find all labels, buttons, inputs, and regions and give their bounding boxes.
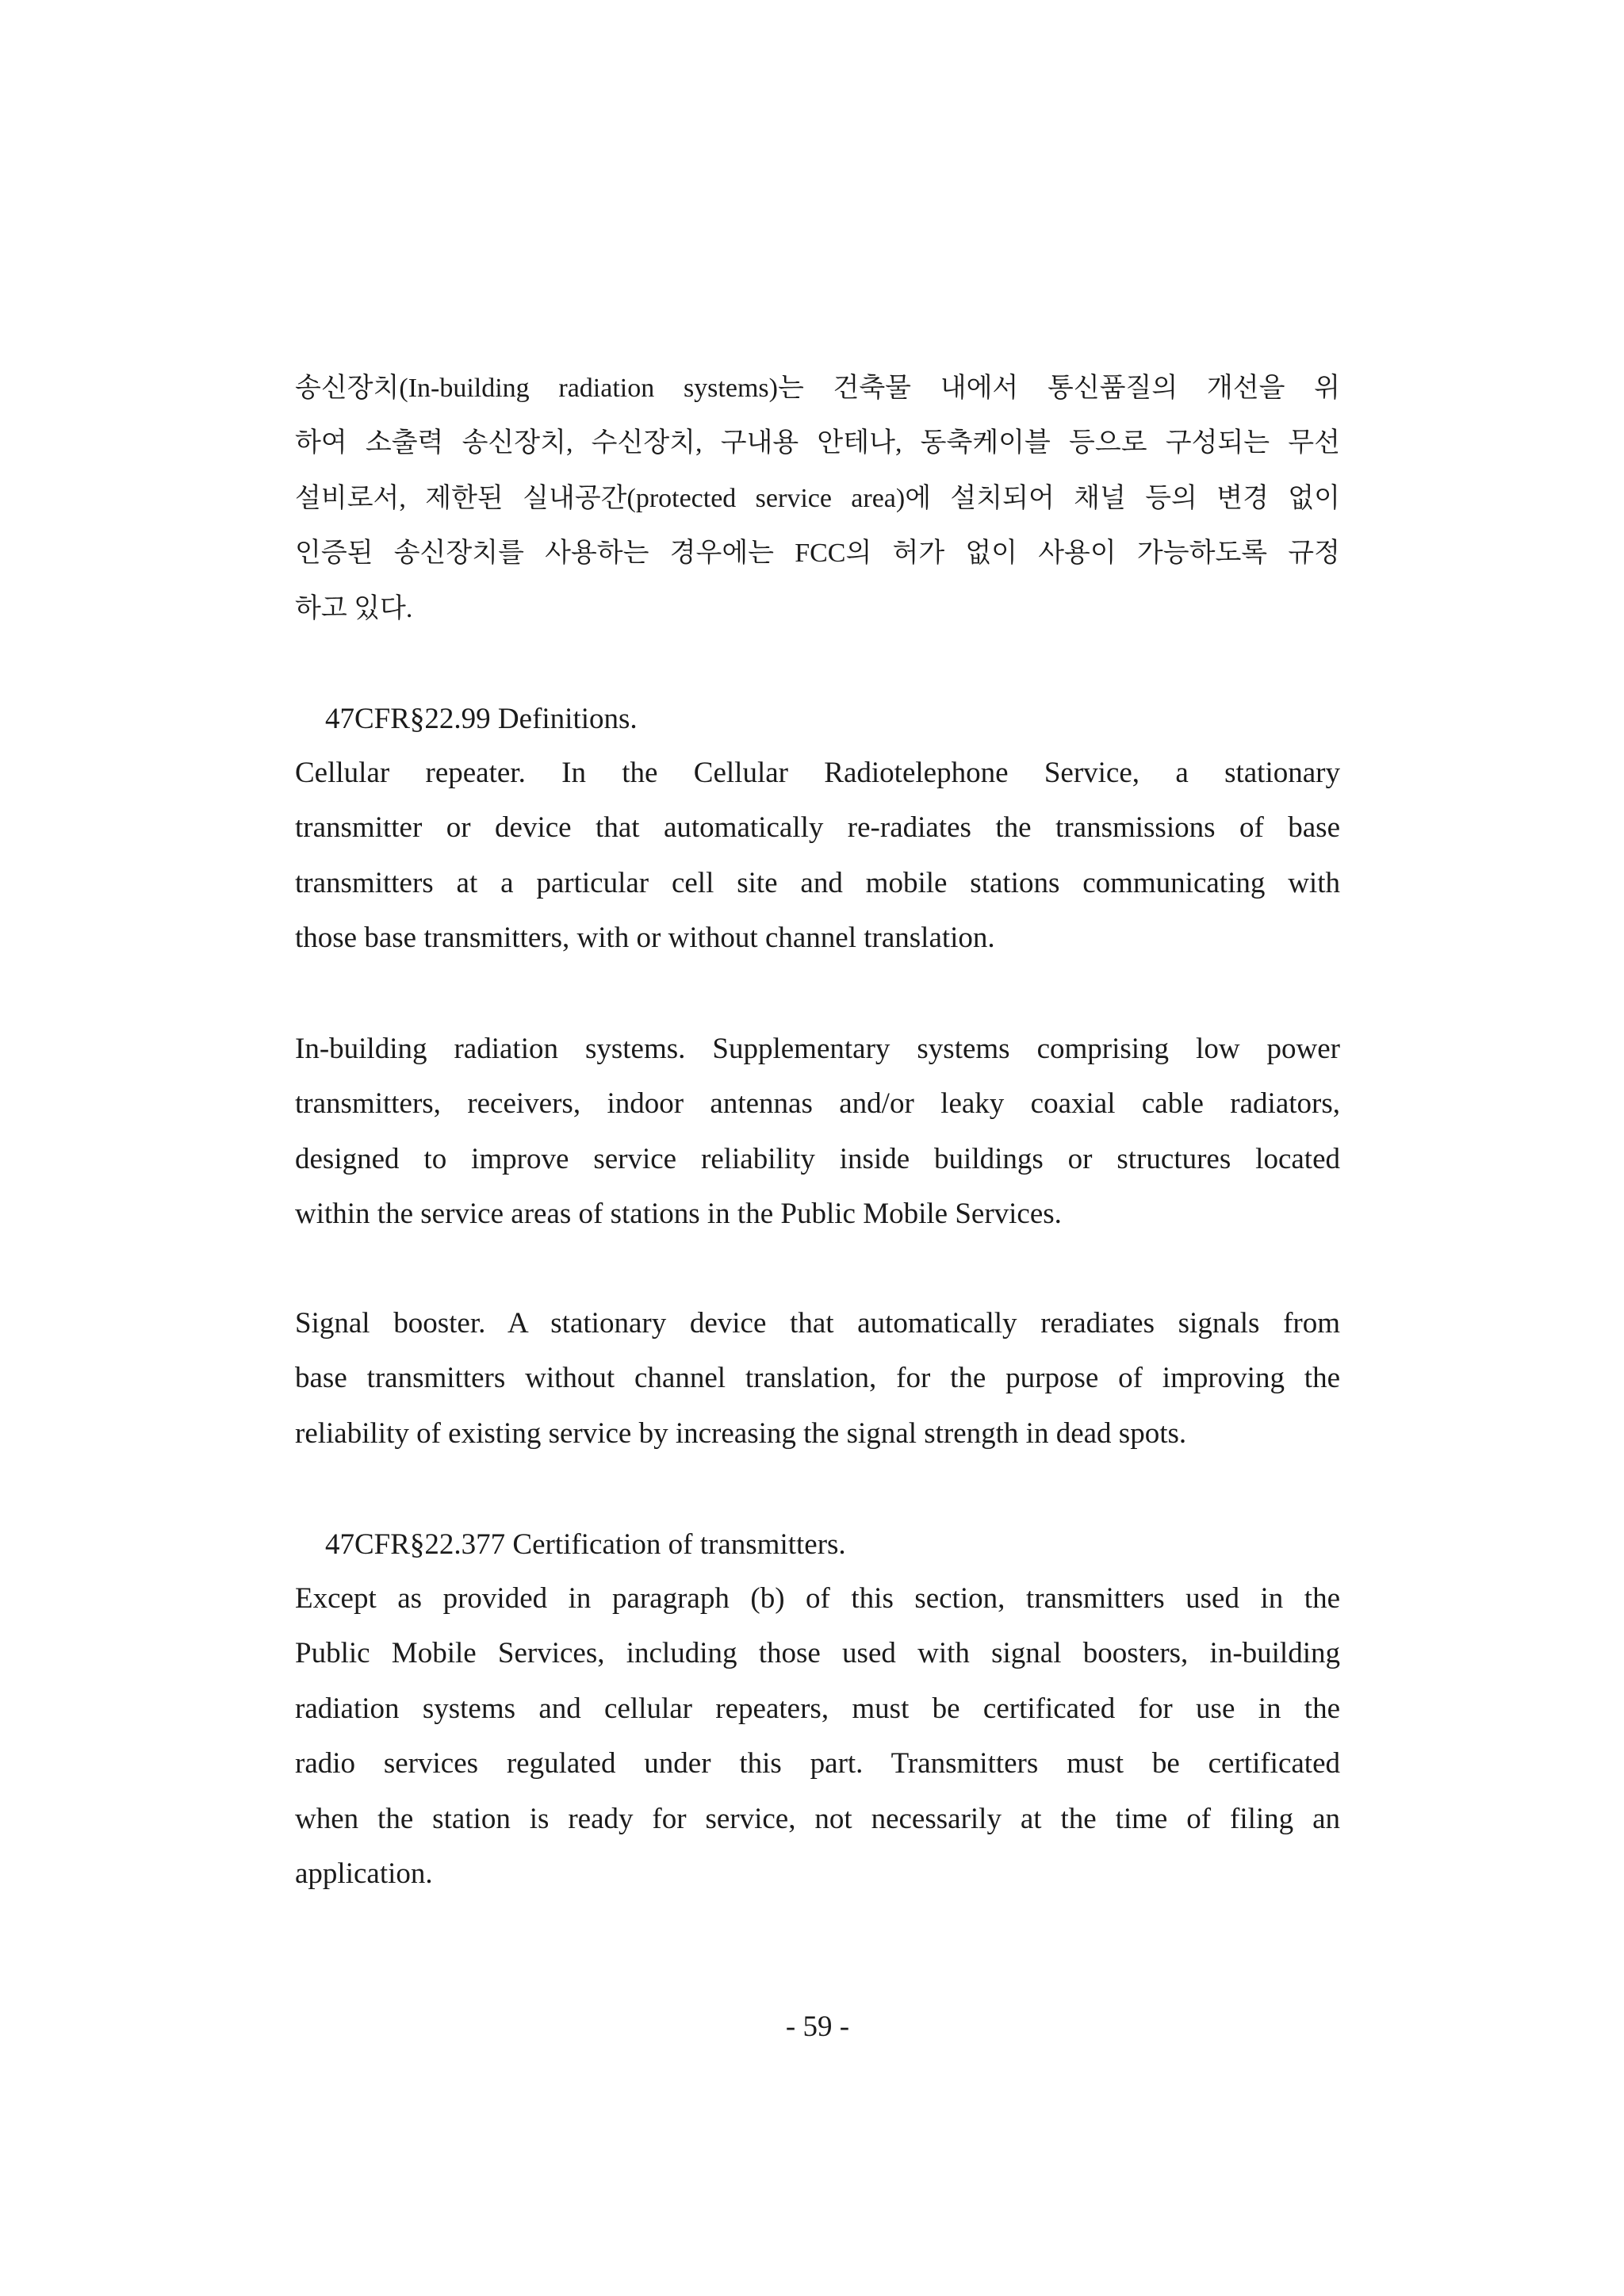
- definition-in-building-radiation-systems: [295, 1022, 1340, 1242]
- text-line: 설비로서, 제한된 실내공간(protected service area)에 설치되어 채널 등의 변경 없이: [295, 483, 1340, 513]
- text-line: when the station is ready for service, not necessarily at the time of filing an: [295, 1802, 1340, 1835]
- text-line: Public Mobile Services, including those used with signal boosters, in-building: [295, 1637, 1340, 1670]
- text-line: those base transmitters, with or without channel translation.: [295, 922, 995, 955]
- text-line: 인증된 송신장치를 사용하는 경우에는 FCC의 허가 없이 사용이 가능하도록 규정: [295, 539, 1340, 569]
- certification-paragraph: [295, 1571, 1340, 1901]
- text-line: 하고 있다.: [295, 593, 413, 623]
- text-line: 송신장치(In-building radiation systems)는 건축물 내에서 통신품질의 개선을 위: [295, 374, 1340, 403]
- text-line: Signal booster. A stationary device that automatically reradiates signals from: [295, 1307, 1340, 1340]
- text-line: transmitters at a particular cell site and mobile stations communicating with: [295, 866, 1340, 899]
- text-line: transmitter or device that automatically re-radiates the transmissions of base: [295, 811, 1340, 845]
- page-number: - 59 -: [785, 2010, 850, 2043]
- text-line: transmitters, receivers, indoor antennas and/or leaky coaxial cable radiators,: [295, 1087, 1340, 1121]
- section-heading: 47CFR§22.377 Certification of transmitters.: [325, 1528, 846, 1561]
- text-line: reliability of existing service by increasing the signal strength in dead spots.: [295, 1416, 1187, 1450]
- intro-paragraph: [295, 361, 1340, 636]
- text-line: designed to improve service reliability inside buildings or structures located: [295, 1142, 1340, 1175]
- text-line: In-building radiation systems. Supplementary systems comprising low power: [295, 1033, 1340, 1065]
- definition-signal-booster: [295, 1296, 1340, 1461]
- section-heading: 47CFR§22.99 Definitions.: [325, 703, 638, 735]
- text-line: Except as provided in paragraph (b) of this section, transmitters used in the: [295, 1582, 1340, 1615]
- text-line: 하여 소출력 송신장치, 수신장치, 구내용 안테나, 동축케이블 등으로 구성되는 무선: [295, 428, 1340, 458]
- text-line: radio services regulated under this part. Transmitters must be certificated: [295, 1747, 1340, 1780]
- text-line: Cellular repeater. In the Cellular Radiotelephone Service, a stationary: [295, 757, 1340, 789]
- text-line: application.: [295, 1857, 433, 1890]
- definition-cellular-repeater: [295, 746, 1340, 966]
- text-line: base transmitters without channel translation, for the purpose of improving the: [295, 1362, 1340, 1395]
- text-line: within the service areas of stations in the Public Mobile Services.: [295, 1198, 1062, 1231]
- text-line: radiation systems and cellular repeaters, must be certificated for use in the: [295, 1692, 1340, 1725]
